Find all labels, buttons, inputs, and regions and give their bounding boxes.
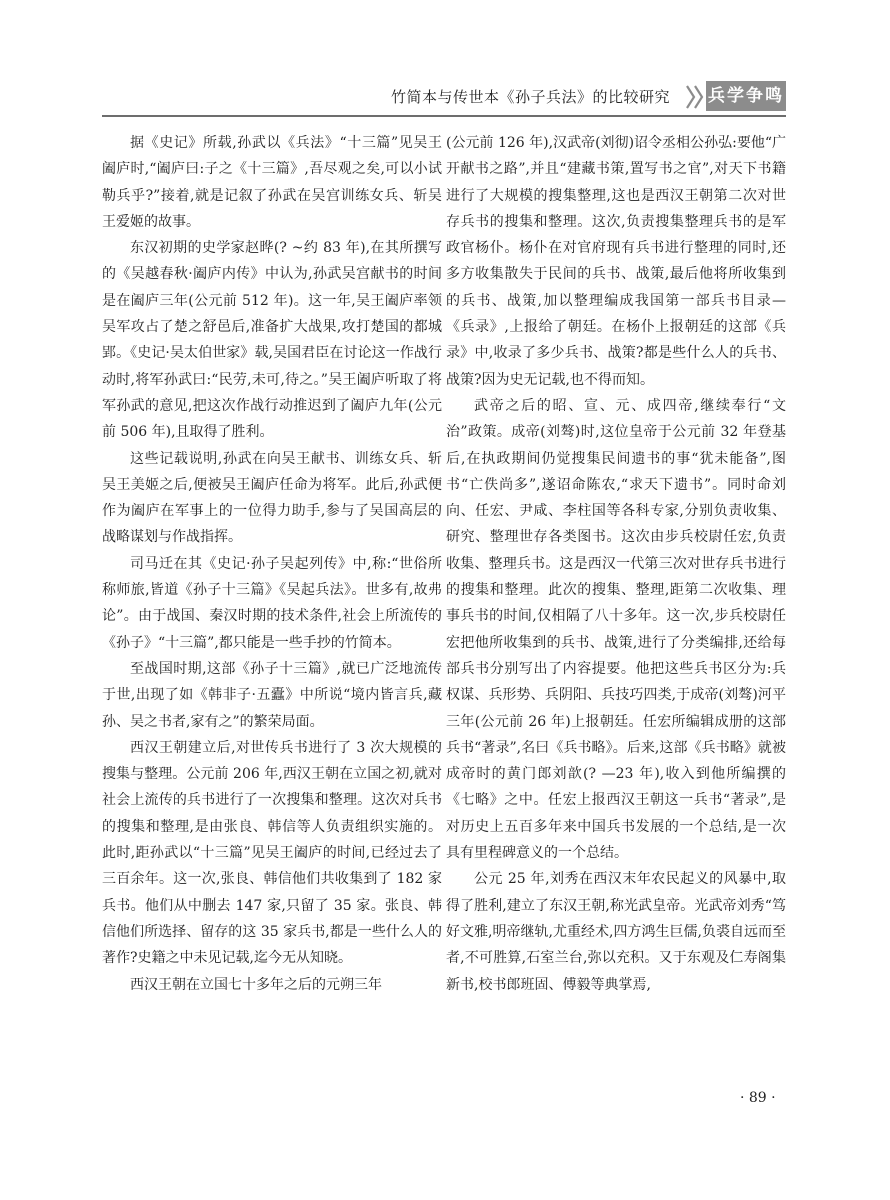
- right-column: [446, 130, 786, 998]
- header-rule: [102, 115, 786, 117]
- running-header: [0, 0, 890, 130]
- paragraph: 武帝之后的昭、宣、元、成四帝,继续奉行“文治”政策。成帝(刘骜)时,这位皇帝于公元前 32 年登基后,在执政期间仍觉搜集民间遗书的事“犹未能备”,图书“亡佚尚多”,遂诏命陈农,“求天下遗书”。同时命刘向、任宏、尹咸、李柱国等各科专家,分别负责收集、研究、整理世存各类图书。这次由步兵校尉任宏,负责收集、整理兵书。这是西汉一代第三次对世存兵书进行的搜集和整理。此次的搜集、整理,距第二次收集、理事兵书的时间,仅相隔了八十多年。这一次,步兵校尉任宏把他所收集到的兵书、战策,进行了分类编排,还给每部兵书分别写出了内容提要。他把这些兵书区分为:兵权谋、兵形势、兵阴阳、兵技巧四类,于成帝(刘骜)河平三年(公元前 26 年)上报朝廷。任宏所编辑成册的这部兵书“著录”,名曰《兵书略》。后来,这部《兵书略》就被成帝时的黄门郎刘歆(? —23 年),收入到他所编撰的《七略》之中。任宏上报西汉王朝这一兵书“著录”,是对历史上五百多年来中国兵书发展的一个总结,是一次具有里程碑意义的一个总结。: [446, 397, 786, 862]
- running-title: 竹简本与传世本《孙子兵法》的比较研究: [390, 88, 670, 106]
- paragraph: 至战国时期,这部《孙子十三篇》,就已广泛地流传于世,出现了如《韩非子·五蠹》中所说“境内皆言兵,藏孙、吴之书者,家有之”的繁荣局面。: [102, 660, 442, 730]
- section-tag: 兵学争鸣: [706, 81, 786, 111]
- left-column: [102, 130, 442, 998]
- paragraph: 东汉初期的史学家赵晔(? ~约 83 年),在其所撰写的《吴越春秋·阖庐内传》中认为,孙武吴宫献书的时间是在阖庐三年(公元前 512 年)。这一年,吴王阖庐率领吴军攻占了楚之舒邑后,准备扩大战果,攻打楚国的都城郢。《史记·吴太伯世家》载,吴国君臣在讨论这一作战行动时,将军孙武曰:“民劳,未可,待之。”吴王阖庐听取了将军孙武的意见,把这次作战行动推迟到了阖庐九年(公元前 506 年),且取得了胜利。: [102, 240, 442, 441]
- page-number: · 89 ·: [740, 1090, 776, 1106]
- double-chevron-icon: [684, 84, 706, 110]
- paragraph: 西汉王朝建立后,对世传兵书进行了 3 次大规模的搜集与整理。公元前 206 年,西汉王朝在立国之初,就对社会上流传的兵书进行了一次搜集和整理。这次对兵书的搜集和整理,是由张良、韩信等人负责组织实施的。此时,距孙武以“十三篇”见吴王阖庐的时间,已经过去了三百余年。这一次,张良、韩信他们共收集到了 182 家兵书。他们从中删去 147 家,只留了 35 家。张良、韩信他们所选择、留存的这 35 家兵书,都是一些什么人的著作?史籍之中未见记载,迄今无从知晓。: [102, 739, 442, 967]
- paragraph-continued: (公元前 126 年),汉武帝(刘彻)诏令丞相公孙弘:要他“广开献书之路”,并且“建藏书策,置写书之官”,对天下书籍进行了大规模的搜集整理,这也是西汉王朝第二次对世存兵书的搜集和整理。这次,负责搜集整理兵书的是军政官杨仆。杨仆在对官府现有兵书进行整理的同时,还多方收集散失于民间的兵书、战策,最后他将所收集到的兵书、战策,加以整理编成我国第一部兵书目录—《兵录》,上报给了朝廷。在杨仆上报朝廷的这部《兵录》中,收录了多少兵书、战策?都是些什么人的兵书、战策?因为史无记载,也不得而知。: [446, 135, 786, 388]
- paragraph: 这些记载说明,孙武在向吴王献书、训练女兵、斩吴王美姬之后,便被吴王阖庐任命为将军。此后,孙武便作为阖庐在军事上的一位得力助手,参与了吴国高层的战略谋划与作战指挥。: [102, 450, 442, 546]
- paragraph: 公元 25 年,刘秀在西汉末年农民起义的风暴中,取得了胜利,建立了东汉王朝,称光武皇帝。光武帝刘秀“笃好文雅,明帝继轨,尤重经术,四方鸿生巨儒,负裘自远而至者,不可胜算,石室兰台,弥以充积。又于东观及仁寿阁集新书,校书郎班固、傅毅等典掌焉,: [446, 871, 786, 993]
- paragraph: 司马迁在其《史记·孙子吴起列传》中,称:“世俗所称师旅,皆道《孙子十三篇》《吴起兵法》。世多有,故弗论”。由于战国、秦汉时期的技术条件,社会上所流传的《孙子》“十三篇”,都只能是一些手抄的竹简本。: [102, 555, 442, 651]
- paragraph: 西汉王朝在立国七十多年之后的元朔三年: [130, 976, 382, 993]
- paragraph: 据《史记》所载,孙武以《兵法》“十三篇”见吴王阖庐时,“阖庐曰:子之《十三篇》,吾尽观之矣,可以小试勒兵乎?”接着,就是记叙了孙武在吴宫训练女兵、斩吴王爱姬的故事。: [102, 135, 442, 230]
